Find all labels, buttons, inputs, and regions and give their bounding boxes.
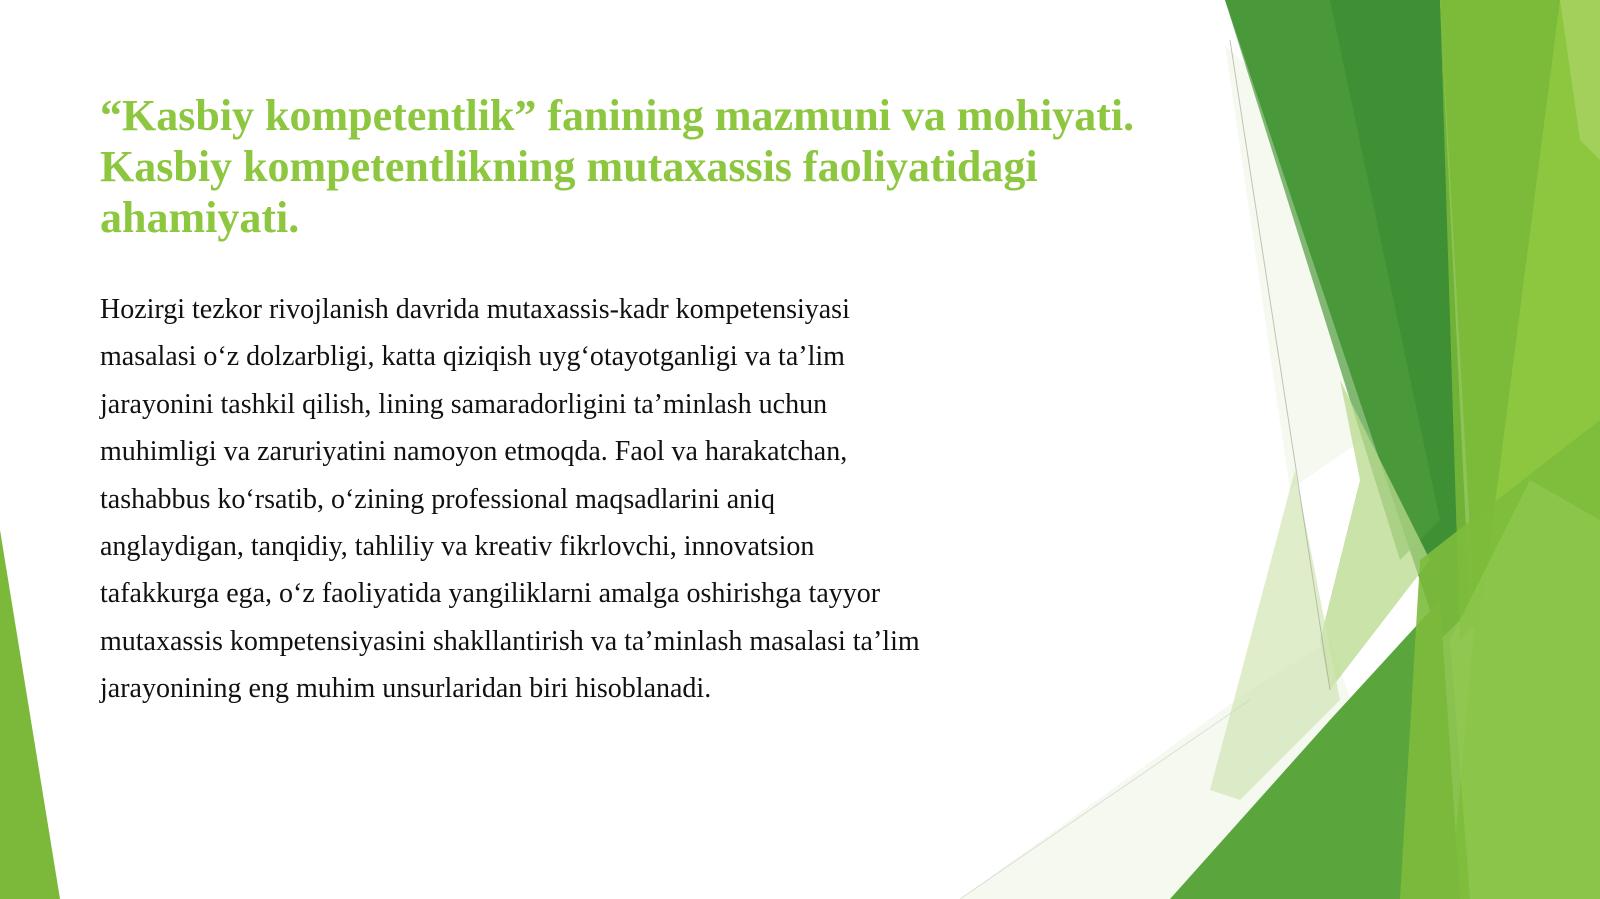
slide-body-text: Hozirgi tezkor rivojlanish davrida mutaxassis-kadr kompetensiyasi masalasi o‘z dolzarbligi, katta qiziqish uyg‘otayotganligi va ta’lim jarayonini tashkil qilish, lining samaradorligini ta’minlash uchun muhimligi va zaruriyatini namoyon etmoqda. Faol va harakatchan, tashabbus ko‘rsatib, o‘zining professional maqsadlarini aniq anglaydigan, tanqidiy, tahliliy va kreativ fikrlovchi, innovatsion tafakkurga ega, o‘z faoliyatida yangiliklarni amalga oshirishga tayyor mutaxassis kompetensiyasini shakllantirish va ta’minlash masalasi ta’lim jarayonining eng muhim unsurlaridan biri hisoblanadi. [100,294,920,705]
left-green-sliver [0,530,60,899]
slide-title: “Kasbiy kompetentlik” fanining mazmuni va mohiyati. Kasbiy kompetentlikning mutaxassis faoliyatidagi ahamiyati. [100,91,1135,242]
